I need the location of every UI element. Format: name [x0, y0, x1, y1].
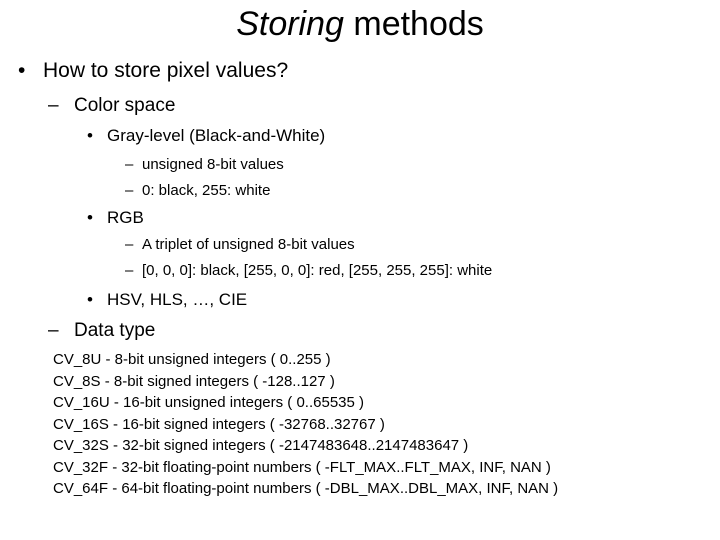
bullet-dash-icon: –: [48, 95, 59, 116]
bullet-dash-icon: –: [48, 320, 59, 341]
bullet-text: [0, 0, 0]: black, [255, 0, 0]: red, [255, 255, 255]: white: [142, 262, 493, 279]
bullet-color-space: [48, 94, 175, 118]
bullet-data-type: [48, 319, 155, 343]
bullet-rgb-sub-1: [125, 235, 355, 255]
data-type-item: CV_64F - 64-bit floating-point numbers ( -DBL_MAX..DBL_MAX, INF, NAN ): [53, 480, 559, 497]
bullet-text: Color space: [74, 95, 176, 116]
data-type-item: CV_16S - 16-bit signed integers ( -32768..32767 ): [53, 415, 385, 433]
bullet-text: RGB: [107, 208, 144, 227]
bullet-dash-icon: –: [125, 262, 134, 279]
bullet-dot-icon: •: [87, 126, 93, 145]
bullet-text: Gray-level (Black-and-White): [107, 126, 326, 145]
bullet-text: Data type: [74, 320, 156, 341]
slide-title: [0, 2, 720, 46]
data-type-item: CV_16U - 16-bit unsigned integers ( 0..65535 ): [53, 394, 365, 411]
bullet-rgb-sub-2: [125, 261, 492, 281]
title-italic: Storing: [236, 5, 344, 43]
data-type-item: CV_32S - 32-bit signed integers ( -2147483648..2147483647 ): [53, 437, 469, 454]
bullet-gray-sub-2: [125, 181, 270, 201]
bullet-dot-icon: •: [18, 59, 26, 82]
bullet-text: unsigned 8-bit values: [142, 156, 284, 173]
bullet-dot-icon: •: [87, 208, 93, 227]
bullet-text: 0: black, 255: white: [142, 182, 271, 199]
bullet-gray-sub-1: [125, 155, 284, 175]
bullet-rgb: [87, 207, 144, 229]
bullet-dash-icon: –: [125, 236, 134, 253]
bullet-text: A triplet of unsigned 8-bit values: [142, 236, 355, 253]
bullet-how-to-store: [18, 58, 288, 84]
data-type-item: CV_32F - 32-bit floating-point numbers ( -FLT_MAX..FLT_MAX, INF, NAN ): [53, 458, 551, 476]
bullet-gray-level: [87, 125, 325, 147]
bullet-text: How to store pixel values?: [43, 59, 289, 82]
title-rest: methods: [343, 5, 484, 43]
data-type-list: [53, 349, 558, 500]
bullet-text: HSV, HLS, …, CIE: [107, 290, 248, 309]
data-type-item: CV_8U - 8-bit unsigned integers ( 0..255 ): [53, 351, 331, 368]
bullet-dash-icon: –: [125, 156, 134, 173]
bullet-hsv: [87, 289, 247, 311]
bullet-dash-icon: –: [125, 182, 134, 199]
data-type-item: CV_8S - 8-bit signed integers ( -128..127 ): [53, 372, 335, 390]
bullet-dot-icon: •: [87, 290, 93, 309]
